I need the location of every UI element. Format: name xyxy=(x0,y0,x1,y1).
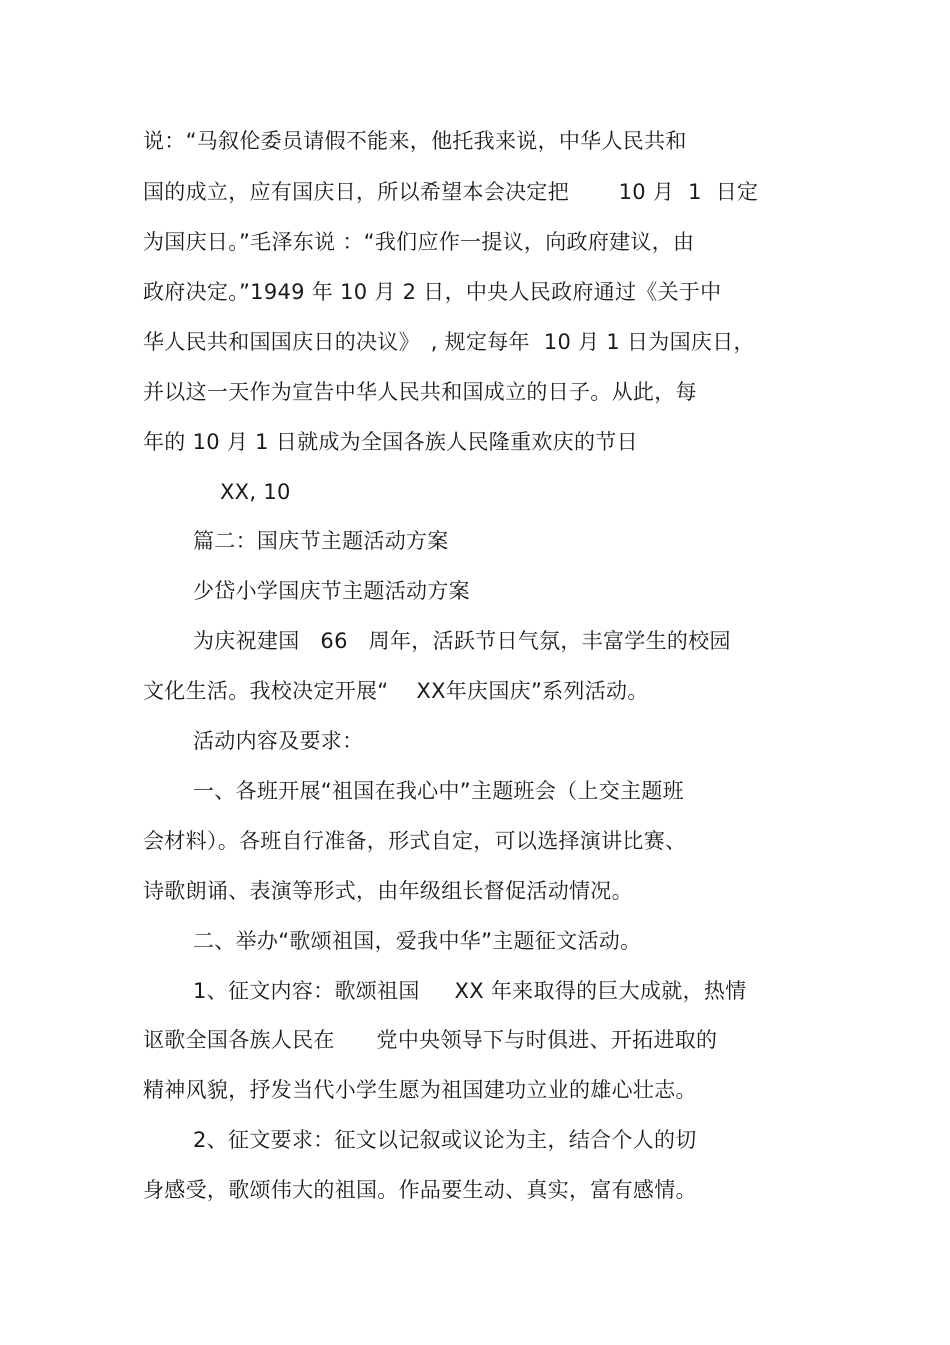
date-line: XX, 10 xyxy=(220,480,291,504)
text-line: 政府决定。”1949 年 10 月 2 日，中央人民政府通过《关于中 xyxy=(143,280,722,304)
text-line: 并以这一天作为宣告中华人民共和国成立的日子。从此，每 xyxy=(143,380,697,404)
text-line: 讴歌全国各族人民在 党中央领导下与时俱进、开拓进取的 xyxy=(143,1028,718,1052)
section-heading: 篇二：国庆节主题活动方案 xyxy=(193,529,449,553)
text-line: 二、举办“歌颂祖国，爱我中华”主题征文活动。 xyxy=(193,929,642,953)
text-line: 会材料）。各班自行准备，形式自定，可以选择演讲比赛、 xyxy=(143,829,687,853)
text-line: 为庆祝建国 66 周年，活跃节日气氛，丰富学生的校园 xyxy=(193,629,731,653)
text-line: 一、各班开展“祖国在我心中”主题班会（上交主题班 xyxy=(193,779,684,803)
text-line: 身感受，歌颂伟大的祖国。作品要生动、真实，富有感情。 xyxy=(143,1178,697,1202)
text-line: 说：“马叙伦委员请假不能来，他托我来说，中华人民共和 xyxy=(143,129,687,153)
text-line: 文化生活。我校决定开展“ XX年庆国庆”系列活动。 xyxy=(143,679,649,703)
text-line: 华人民共和国国庆日的决议》 , 规定每年 10 月 1 日为国庆日， xyxy=(143,330,755,354)
text-line: 精神风貌，抒发当代小学生愿为祖国建功立业的雄心壮志。 xyxy=(143,1078,697,1102)
text-line: 诗歌朗诵、表演等形式，由年级组长督促活动情况。 xyxy=(143,879,633,903)
text-line: 1、征文内容：歌颂祖国 XX 年来取得的巨大成就，热情 xyxy=(193,979,747,1003)
document-title: 少岱小学国庆节主题活动方案 xyxy=(193,579,470,603)
text-line: 年的 10 月 1 日就成为全国各族人民隆重欢庆的节日 xyxy=(143,430,638,454)
text-line: 为国庆日。”毛泽东说 ：“我们应作一提议，向政府建议，由 xyxy=(143,230,695,254)
subsection-heading: 活动内容及要求： xyxy=(193,729,364,753)
text-line: 国的成立，应有国庆日，所以希望本会决定把 10 月 1 日定 xyxy=(143,180,759,204)
text-line: 2、征文要求：征文以记叙或议论为主，结合个人的切 xyxy=(193,1128,697,1152)
